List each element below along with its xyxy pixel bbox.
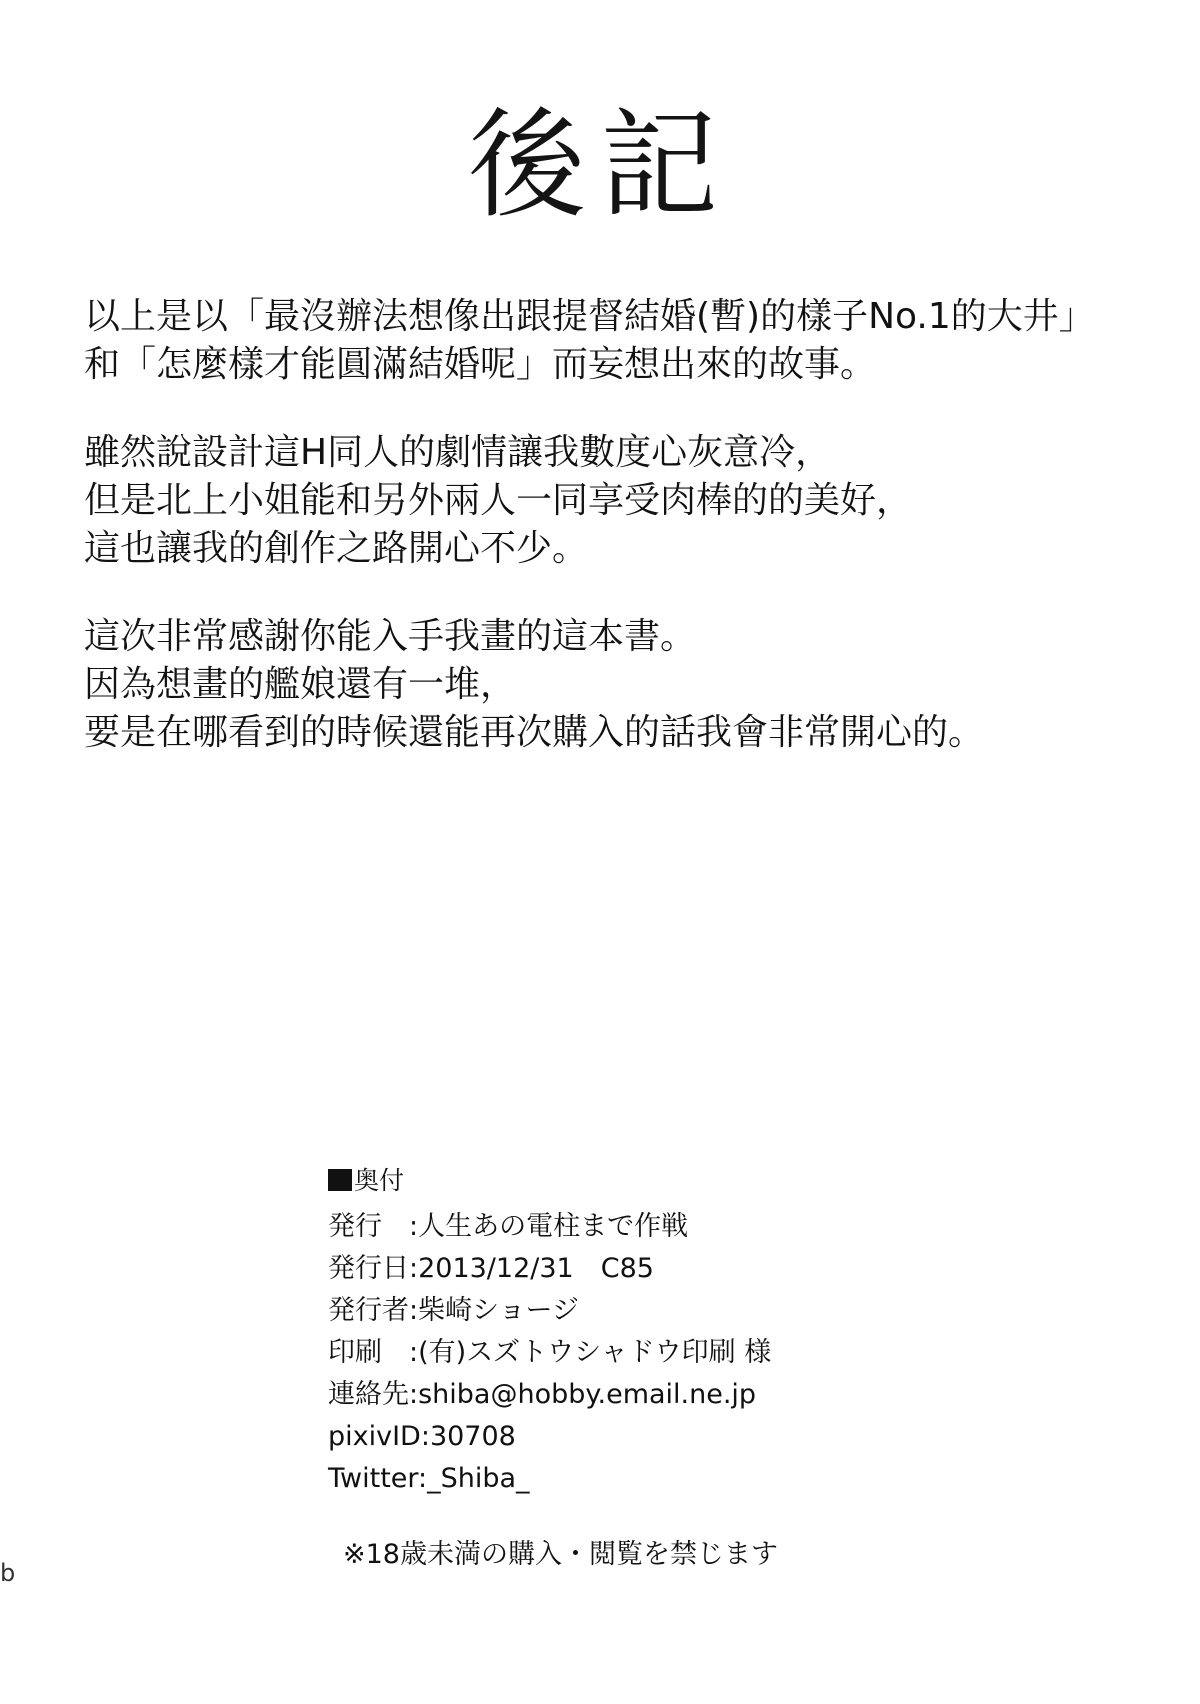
colophon-publisher: 発行 :人生あの電柱まで作戦 <box>328 1211 689 1242</box>
page-number-fragment: b <box>0 1559 16 1587</box>
colophon-twitter: Twitter:_Shiba_ <box>328 1463 530 1494</box>
paragraph-1 <box>84 293 1164 389</box>
text-line: 要是在哪看到的時候還能再次購入的話我會非常開心的。 <box>84 712 985 753</box>
colophon-contact: 連絡先:shiba@hobby.email.ne.jp <box>328 1379 757 1410</box>
colophon-date: 発行日:2013/12/31 C85 <box>328 1253 654 1284</box>
text-line: 這次非常感謝你能入手我畫的這本書。 <box>84 616 697 657</box>
afterword-body <box>84 293 1164 797</box>
colophon-pixiv: pixivID:30708 <box>328 1421 516 1452</box>
text-line: 以上是以「最沒辦法想像出跟提督結婚(暫)的樣子No.1的大井」 <box>84 296 1095 337</box>
square-bullet-icon <box>328 1169 352 1191</box>
colophon-printer: 印刷 :(有)スズトウシャドウ印刷 様 <box>328 1337 772 1368</box>
age-restriction-notice: ※18歳未満の購入・閲覧を禁じます <box>343 1539 778 1570</box>
text-line: 因為想畫的艦娘還有一堆， <box>84 664 517 705</box>
page-title: 後記 <box>467 96 732 234</box>
colophon-heading <box>328 1164 888 1198</box>
paragraph-3 <box>84 613 1164 757</box>
text-line: 和「怎麼樣才能圓滿結婚呢」而妄想出來的故事。 <box>84 344 877 385</box>
colophon-author: 発行者:柴崎ショージ <box>328 1295 580 1326</box>
colophon-heading-label: 奥付 <box>354 1166 405 1195</box>
text-line: 但是北上小姐能和另外兩人一同享受肉棒的的美好， <box>84 480 913 521</box>
paragraph-2 <box>84 429 1164 573</box>
text-line: 雖然說設計這H同人的劇情讓我數度心灰意冷， <box>84 432 832 473</box>
text-line: 這也讓我的創作之路開心不少。 <box>84 528 589 569</box>
colophon <box>328 1164 888 1500</box>
